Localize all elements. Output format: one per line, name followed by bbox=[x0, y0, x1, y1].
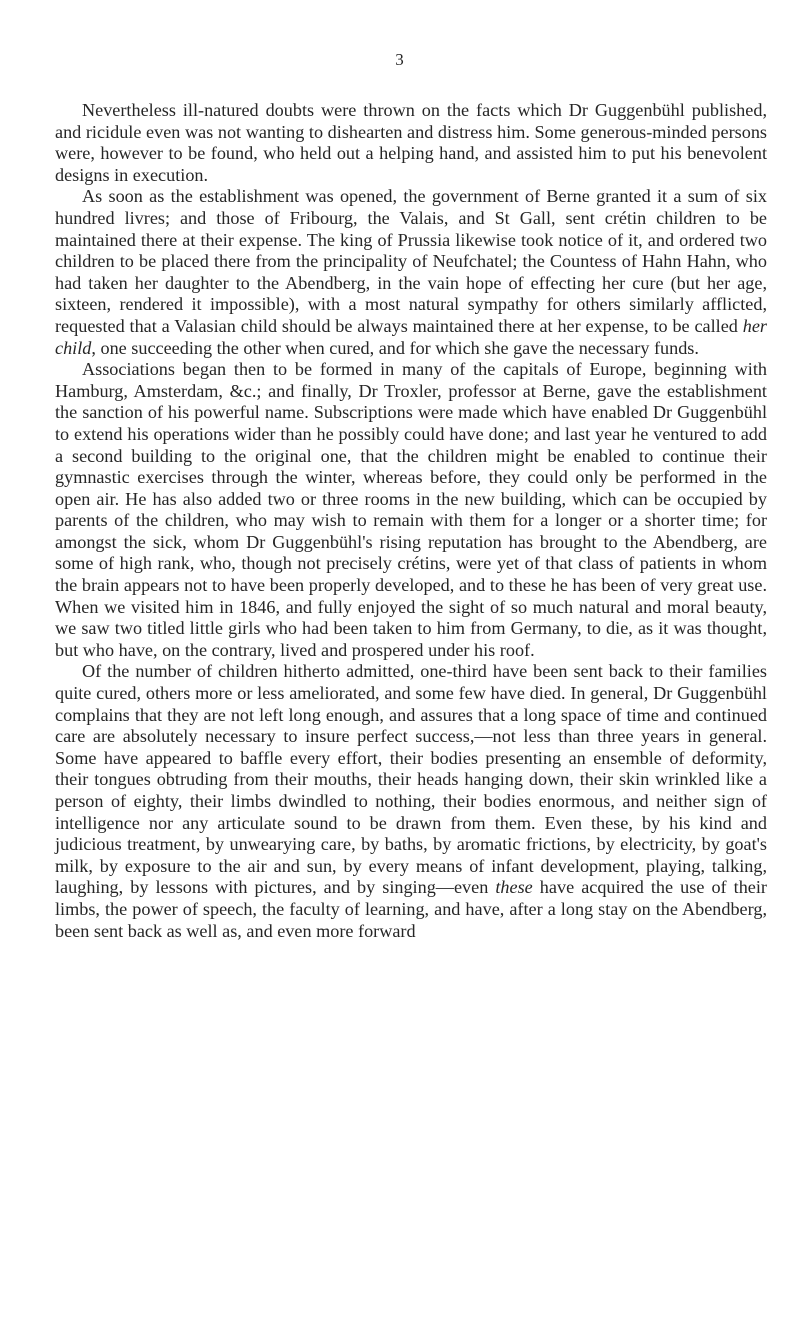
paragraph-text-after: have acquired the use of their limbs, the power of speech, the faculty of learning, and have, after a long stay on the Abendberg, been sent back as well as, and even more forward bbox=[55, 877, 767, 941]
paragraph-associations bbox=[55, 359, 767, 661]
page-body bbox=[55, 100, 767, 942]
paragraph-text: As soon as the establishment was opened, the government of Berne granted it a sum of six hundred livres; and those of Fribourg, the Valais, and St Gall, sent crétin children to be maintained there at their expense. The king of Prussia likewise took notice of it, and ordered two children to be placed there from the principality of Neufchatel; the Countess of Hahn Hahn, who had taken her daughter to the Abendberg, in the vain hope of effecting her cure (but her age, sixteen, rendered it impossible), with a most natural sympathy for others similarly afflicted, requested that a Valasian child should be always maintained there at her expense, to be called bbox=[55, 186, 767, 336]
paragraph-results bbox=[55, 661, 767, 942]
page-number: 3 bbox=[395, 50, 405, 69]
paragraph-text: Nevertheless ill-natured doubts were thrown on the facts which Dr Guggenbühl published, and ricidule even was not wanting to dishearten and distress him. Some generous-minded persons were, however to be found, who held out a helping hand, and assisted him to put his benevolent designs in execution. bbox=[55, 100, 767, 185]
paragraph-establishment bbox=[55, 186, 767, 359]
paragraph-emphasis: her child bbox=[55, 315, 767, 358]
paragraph-doubts bbox=[55, 100, 767, 186]
paragraph-text: Of the number of children hitherto admitted, one-third have been sent back to their families quite cured, others more or less ameliorated, and some few have died. In general, Dr Guggenbühl complains that they are not left long enough, and assures that a long space of time and continued care are absolutely necessary to insure perfect success,—not less than three years in general. Some have appeared to baffle every effort, their bodies presenting an ensemble of deformity, their tongues obtruding from their mouths, their heads hanging down, their skin wrinkled like a person of eighty, their limbs dwindled to nothing, their bodies enormous, and neither sign of intelligence nor any articulate sound to be drawn from them. Even these, by his kind and judicious treatment, by unwearying care, by baths, by aromatic frictions, by electricity, by goat's milk, by exposure to the air and sun, by every means of infant development, playing, talking, laughing, by lessons with pictures, and by singing—even bbox=[55, 661, 767, 898]
paragraph-text-after: , one succeeding the other when cured, and for which she gave the necessary funds. bbox=[91, 337, 699, 358]
paragraph-emphasis: these bbox=[495, 877, 533, 898]
paragraph-text: Associations began then to be formed in many of the capitals of Europe, beginning with Hamburg, Amsterdam, &c.; and finally, Dr Troxler, professor at Berne, gave the establishment the sanction of his powerful name. Subscriptions were made which have enabled Dr Guggenbühl to extend his operations wider than he possibly could have done; and last year he ventured to add a second building to the original one, that the children might be enabled to continue their gymnastic exercises through the winter, whereas before, they could only be performed in the open air. He has also added two or three rooms in the new building, which can be occupied by parents of the children, who may wish to remain with them for a longer or a shorter time; for amongst the sick, whom Dr Guggenbühl's rising reputation has brought to the Abendberg, are some of high rank, who, though not precisely crétins, were yet of that class of patients in whom the brain appears not to have been properly developed, and to these he has been of very great use. When we visited him in 1846, and fully enjoyed the sight of so much natural and moral beauty, we saw two titled little girls who had been taken to him from Germany, to die, as it was thought, but who have, on the contrary, lived and prospered under his roof. bbox=[55, 359, 767, 660]
